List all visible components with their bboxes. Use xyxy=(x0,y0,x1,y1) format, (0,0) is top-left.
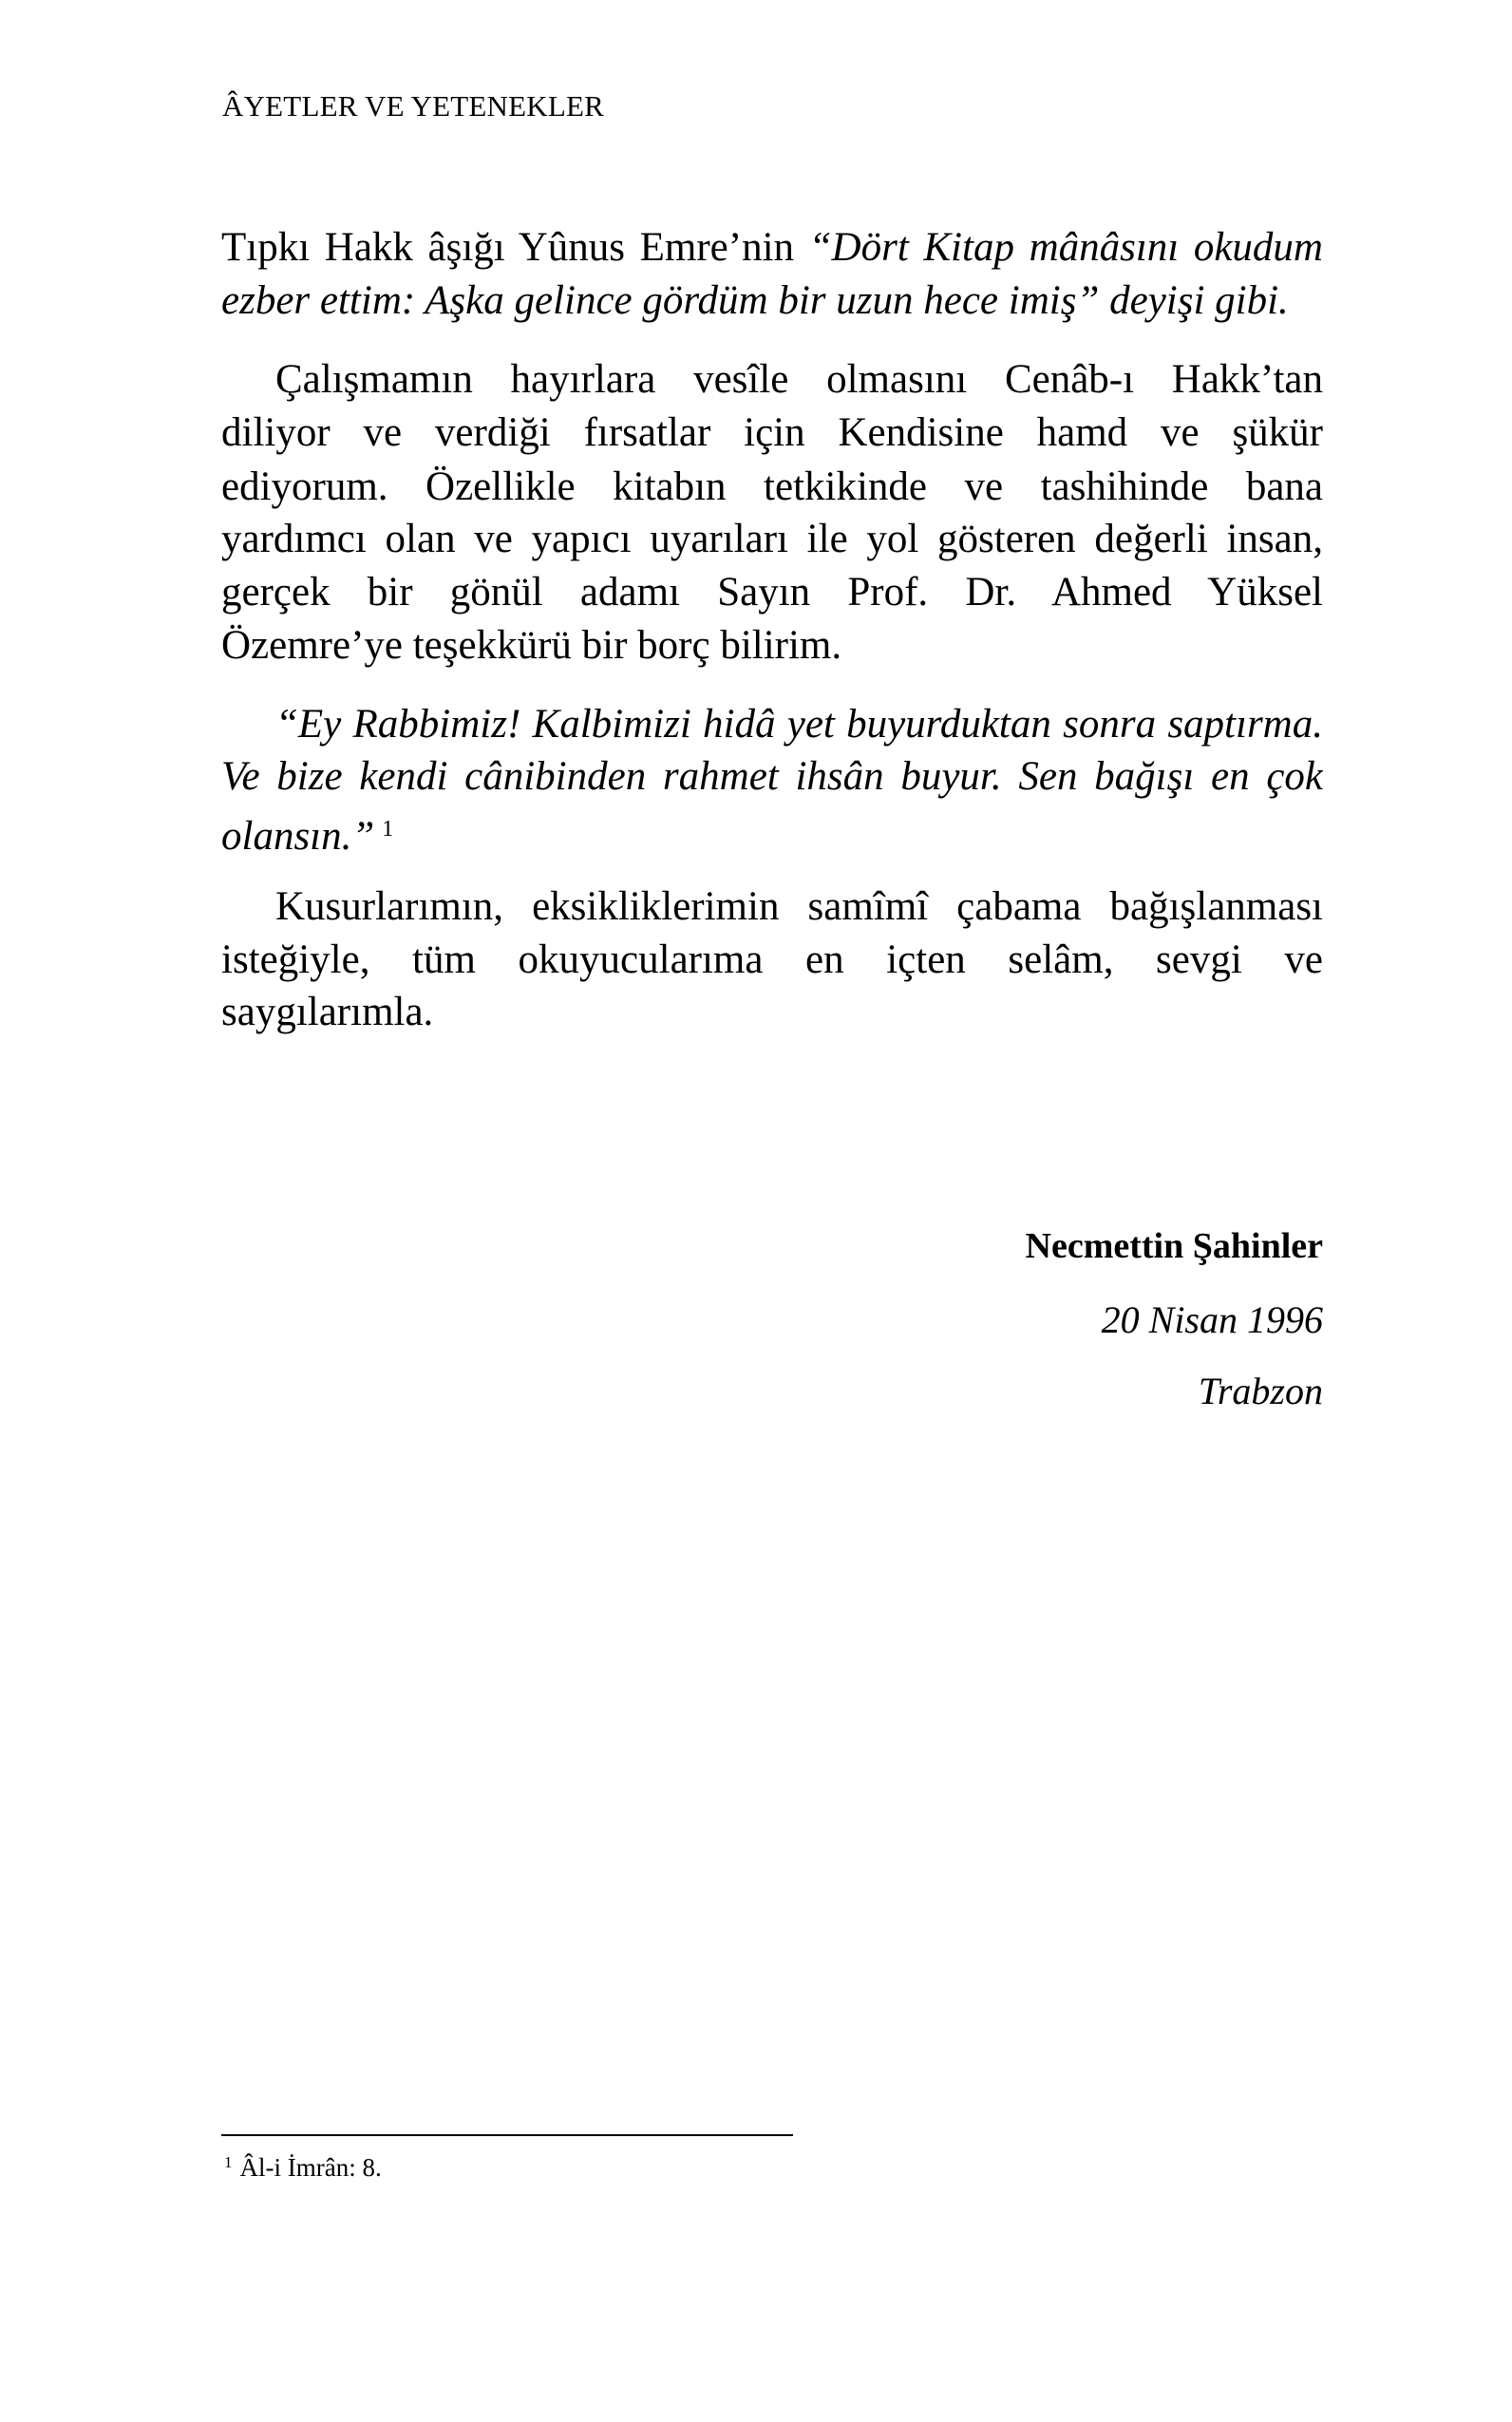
signature-date: 20 Nisan 1996 xyxy=(1101,1298,1323,1341)
signature-place: Trabzon xyxy=(1198,1370,1323,1412)
paragraph-4-line-2: isteğiyle, tüm okuyucularıma en içten selâm, sevgi ve xyxy=(221,937,1323,982)
paragraph-4-line-1: Kusurlarımın, eksikliklerimin samîmî çabama bağışlanması xyxy=(275,884,1323,929)
quote-text: olansın.” xyxy=(221,814,375,859)
footnote-reference[interactable]: 1 xyxy=(382,817,394,842)
footnote-divider xyxy=(221,2134,793,2136)
footnote-text: Âl-i İmrân: 8. xyxy=(239,2153,382,2182)
body-text: Tıpkı Hakk âşığı Yûnus Emre’nin xyxy=(221,225,809,270)
quote-text: “Dört Kitap mânâsını okudum xyxy=(808,225,1323,270)
quote-line-1: “Ey Rabbimiz! Kalbimizi hidâ yet buyurduktan sonra saptırma. xyxy=(275,702,1323,747)
paragraph-1-line-2 xyxy=(221,274,1323,328)
paragraph-1-line-1 xyxy=(221,221,1323,274)
footnote xyxy=(224,2147,382,2184)
quote-text: ezber ettim: Aşka gelince gördüm bir uzun hece imiş” xyxy=(221,278,1100,323)
paragraph-2-line-5: gerçek bir gönül adamı Sayın Prof. Dr. Ahmed Yüksel xyxy=(221,570,1323,615)
paragraph-2-line-3: ediyorum. Özellikle kitabın tetkikinde ve tashihinde bana xyxy=(221,464,1323,509)
running-head: ÂYETLER VE YETENEKLER xyxy=(222,89,604,123)
quote-line-2: Ve bize kendi cânibinden rahmet ihsân buyur. Sen bağışı en çok xyxy=(221,754,1323,799)
body-text: deyişi gibi. xyxy=(1099,278,1289,323)
author-name: Necmettin Şahinler xyxy=(1025,1226,1323,1266)
paragraph-2-line-4: yardımcı olan ve yapıcı uyarıları ile yol gösteren değerli insan, xyxy=(221,517,1323,561)
quote-line-3 xyxy=(221,803,1323,859)
paragraph-4-line-3: saygılarımla. xyxy=(221,990,434,1034)
footnote-number: 1 xyxy=(224,2153,233,2171)
paragraph-2-line-2: diliyor ve verdiği fırsatlar için Kendisine hamd ve şükür xyxy=(221,410,1323,455)
paragraph-2-line-1: Çalışmamın hayırlara vesîle olmasını Cenâb-ı Hakk’tan xyxy=(275,357,1323,402)
paragraph-2-line-6: Özemre’ye teşekkürü bir borç bilirim. xyxy=(221,623,842,668)
